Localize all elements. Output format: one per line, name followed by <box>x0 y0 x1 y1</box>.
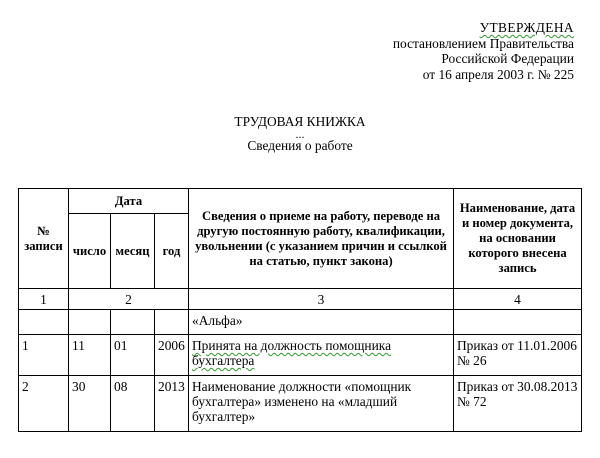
section-title: Сведения о работе <box>247 138 353 153</box>
column-number-4: 4 <box>454 289 582 310</box>
approval-line-1: постановлением Правительства <box>392 35 574 51</box>
org-empty-no <box>19 310 69 335</box>
table-row <box>19 335 582 376</box>
column-number-2: 2 <box>69 289 189 310</box>
record-month: 08 <box>111 376 155 432</box>
org-empty-year <box>155 310 189 335</box>
approval-heading <box>393 20 574 36</box>
approval-stamp <box>393 20 574 82</box>
approval-line-3: от 16 апреля 2003 г. № 225 <box>422 66 574 82</box>
header-record-no: № записи <box>19 189 69 289</box>
record-info-text: Принята на должность помощника бухгалтера <box>192 338 392 368</box>
record-year: 2006 <box>155 335 189 376</box>
document-title-block <box>0 115 600 153</box>
org-empty-day <box>69 310 111 335</box>
table-row <box>19 376 582 432</box>
document-title: ТРУДОВАЯ КНИЖКА <box>234 114 366 129</box>
header-month: месяц <box>111 214 155 289</box>
organization-name: «Альфа» <box>189 310 454 335</box>
header-date: Дата <box>69 189 189 214</box>
header-year: год <box>155 214 189 289</box>
column-number-3: 3 <box>189 289 454 310</box>
column-number-1: 1 <box>19 289 69 310</box>
approval-heading-text: УТВЕРЖДЕНА <box>479 20 574 35</box>
header-info: Сведения о приеме на работу, переводе на другую постоянную работу, квалификации, увольнении (с указанием причин и ссылкой на статью, пункт закона) <box>189 189 454 289</box>
record-info: Наименование должности «помощник бухгалтера» изменено на «младший бухгалтер» <box>189 376 454 432</box>
record-day: 30 <box>69 376 111 432</box>
record-info <box>189 335 454 376</box>
record-no: 2 <box>19 376 69 432</box>
organization-row <box>19 310 582 335</box>
record-year: 2013 <box>155 376 189 432</box>
header-document: Наименование, дата и номер документа, на основании которого внесена запись <box>454 189 582 289</box>
record-no: 1 <box>19 335 69 376</box>
record-document: Приказ от 30.08.2013 № 72 <box>454 376 582 432</box>
record-month: 01 <box>111 335 155 376</box>
record-document: Приказ от 11.01.2006 № 26 <box>454 335 582 376</box>
org-empty-document <box>454 310 582 335</box>
header-row-1 <box>19 189 582 214</box>
column-number-row <box>19 289 582 310</box>
header-day: число <box>69 214 111 289</box>
approval-line-2: Российской Федерации <box>441 51 574 66</box>
work-records-table <box>18 188 582 432</box>
record-day: 11 <box>69 335 111 376</box>
org-empty-month <box>111 310 155 335</box>
title-ellipsis: ... <box>295 127 305 141</box>
